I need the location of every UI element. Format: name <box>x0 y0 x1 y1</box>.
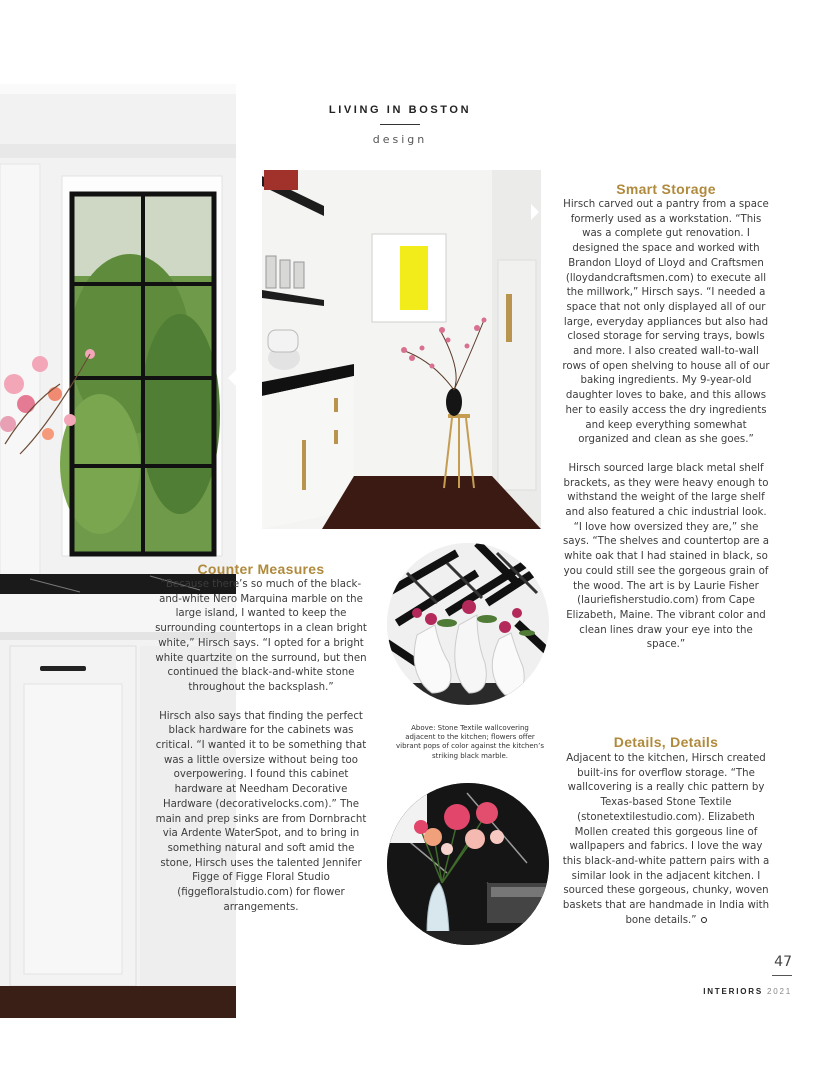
folio <box>640 987 792 996</box>
counter-measures-heading: Counter Measures <box>197 561 325 577</box>
smart-storage-body <box>560 198 772 667</box>
header-divider <box>380 124 420 125</box>
counter-measures-paragraph-2: Hirsch also says that finding the perfect black hardware for the cabinets was critical. “I wanted it to be something that was a little oversize without being too overpowering. I found this cabinet hardware at Needham Decorative Hardware (decorativelocks.com).” The main and prep sinks are from Dornbracht via Ardente WaterSpot, and to bring in something natural and soft amid the stone, Hirsch uses the talented Jennifer Figge of Figge Floral Studio (figgefloralstudio.com) for flower arrangements. <box>155 710 367 913</box>
flowers-marble-photo <box>387 783 549 945</box>
details-body <box>560 752 772 942</box>
counter-measures-paragraph-1: “Because there’s so much of the black-and-white Nero Marquina marble on the large island, I wanted to keep the surrounding countertops in a clean bright white,” Hirsch says. “I opted for a bright white quartzite on the surround, but then continued the black-and-white stone throughout the backsplash.” <box>155 579 367 693</box>
page-number-rule <box>772 975 792 976</box>
section-title: LIVING IN BOSTON <box>328 104 472 116</box>
smart-storage-paragraph-2: Hirsch sourced large black metal shelf brackets, as they were heavy enough to withstand the weight of the large shelf and also featured a chic industrial look. “I love how oversized they are,” she says. “The shelves and countertop are a white oak that I had stained in black, so you could still see the gorgeous grain of the wood. The art is by Laurie Fisher (lauriefisherstudio.com) from Cape Elizabeth, Maine. The vibrant color and clean lines draw your eye into the space.” <box>562 462 770 651</box>
section-subtitle: design <box>372 133 428 146</box>
magazine-name: INTERIORS <box>703 987 763 996</box>
details-paragraph-text: Adjacent to the kitchen, Hirsch created built-ins for overflow storage. “The wallcovering is a really chic pattern by Texas-based Stone Textile (stonetextilestudio.com). Elizabeth Mollen created this gorgeous line of wallpapers and fabrics. I love the way this black-and-white pattern pairs with a similar look in the adjacent kitchen. I sourced these gorgeous, chunky, woven baskets that are handmade in India with bone details.” <box>562 753 770 926</box>
photo-notch <box>228 370 236 386</box>
smart-storage-paragraph-1: Hirsch carved out a pantry from a space formerly used as a workstation. “This was a complete gut renovation. I designed the space and worked with Brandon Lloyd of Lloyd and Craftsmen (lloydandcraftsmen.com) to execute all the millwork,” Hirsch says. “I needed a space that not only displayed all of our large, everyday appliances but also had closed storage for serving trays, bowls and more. I also created wall-to-wall rows of open shelving to house all of our baking ingredients. My 9-year-old daughter loves to bake, and this allows her to easily access the dry ingredients and keep everything somewhat organized and clean as she goes.” <box>562 199 770 446</box>
details-paragraph <box>560 752 772 928</box>
counter-measures-body <box>155 578 367 929</box>
photo-caption: Above: Stone Textile wallcovering adjacent to the kitchen; flowers offer vibrant pops of color against the kitchen’s striking black marble. <box>396 724 544 760</box>
end-mark-icon <box>701 917 707 923</box>
smart-storage-heading: Smart Storage <box>616 181 716 197</box>
photo-notch <box>531 204 539 220</box>
details-heading: Details, Details <box>613 734 719 750</box>
issue-year: 2021 <box>767 987 792 996</box>
pantry-photo <box>262 170 541 529</box>
page-number: 47 <box>774 954 792 970</box>
wallcovering-vases-photo <box>387 543 549 705</box>
